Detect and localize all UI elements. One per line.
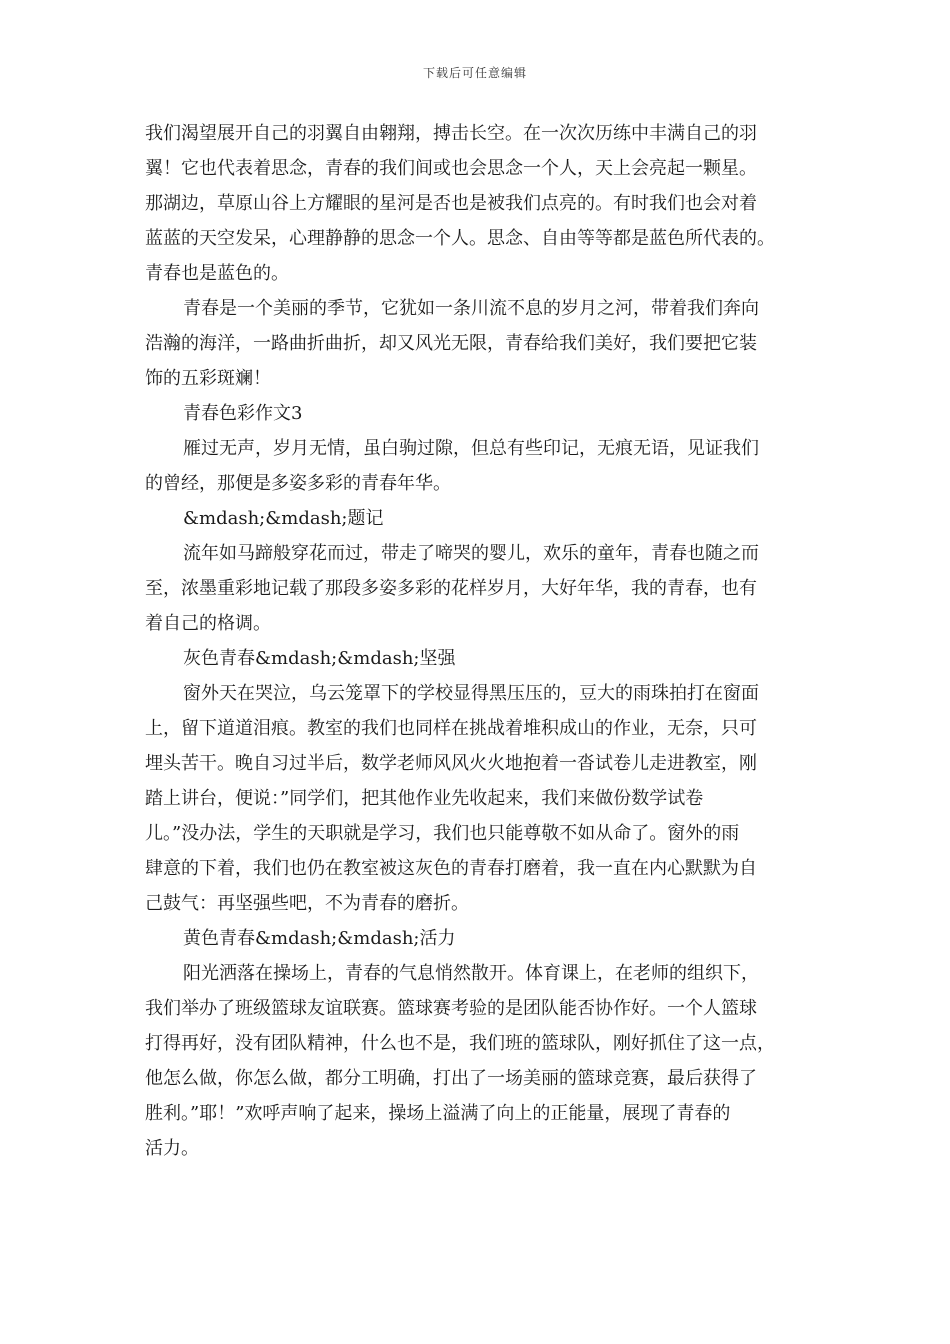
- text-line: 阳光洒落在操场上，青春的气息悄然散开。体育课上，在老师的组织下，: [183, 963, 759, 984]
- subheading-yellow-text: 黄色青春&mdash;&mdash;活力: [183, 928, 456, 949]
- paragraph-gray: [145, 676, 825, 921]
- text-line: 浩瀚的海洋，一路曲折曲折，却又风光无限，青春给我们美好，我们要把它装: [145, 333, 757, 354]
- text-line: 我们渴望展开自己的羽翼自由翱翔，搏击长空。在一次次历练中丰满自己的羽: [145, 123, 757, 144]
- text-line: 埋头苦干。晚自习过半后，数学老师风风火火地抱着一沓试卷儿走进教室，刚: [145, 753, 757, 774]
- text-line: 活力。: [145, 1138, 199, 1159]
- subheading-gray: [145, 641, 825, 676]
- paragraph-opening: [145, 536, 825, 641]
- text-line: 我们举办了班级篮球友谊联赛。篮球赛考验的是团队能否协作好。一个人篮球: [145, 998, 757, 1019]
- text-line: 儿。”没办法，学生的天职就是学习，我们也只能尊敬不如从命了。窗外的雨: [145, 823, 740, 844]
- text-line: 至，浓墨重彩地记载了那段多姿多彩的花样岁月，大好年华，我的青春，也有: [145, 578, 757, 599]
- text-line: 饰的五彩斑斓！: [145, 368, 271, 389]
- text-line: 胜利。”耶！”欢呼声响了起来，操场上溢满了向上的正能量，展现了青春的: [145, 1103, 731, 1124]
- paragraph-1: [145, 116, 825, 291]
- text-line: 流年如马蹄般穿花而过，带走了啼哭的婴儿，欢乐的童年，青春也随之而: [183, 543, 759, 564]
- text-line: 上，留下道道泪痕。教室的我们也同样在挑战着堆积成山的作业，无奈，只可: [145, 718, 757, 739]
- text-line: 雁过无声，岁月无情，虽白驹过隙，但总有些印记，无痕无语，见证我们: [183, 438, 759, 459]
- text-line: 的曾经，那便是多姿多彩的青春年华。: [145, 473, 451, 494]
- section-title: [145, 396, 825, 431]
- text-line: 青春是一个美丽的季节，它犹如一条川流不息的岁月之河，带着我们奔向: [183, 298, 759, 319]
- text-line: 窗外天在哭泣，乌云笼罩下的学校显得黑压压的，豆大的雨珠拍打在窗面: [183, 683, 759, 704]
- document-body: [145, 116, 825, 1166]
- epigraph-text: &mdash;&mdash;题记: [183, 508, 384, 529]
- subheading-yellow: [145, 921, 825, 956]
- text-line: 打得再好，没有团队精神，什么也不是，我们班的篮球队，刚好抓住了这一点，: [145, 1033, 775, 1054]
- paragraph-2: [145, 291, 825, 396]
- subheading-gray-text: 灰色青春&mdash;&mdash;坚强: [183, 648, 456, 669]
- page-header: 下载后可任意编辑: [422, 66, 527, 80]
- epigraph-attribution: [145, 501, 825, 536]
- text-line: 踏上讲台，便说：”同学们，把其他作业先收起来，我们来做份数学试卷: [145, 788, 704, 809]
- text-line: 肆意的下着，我们也仍在教室被这灰色的青春打磨着，我一直在内心默默为自: [145, 858, 757, 879]
- text-line: 着自己的格调。: [145, 613, 271, 634]
- text-line: 那湖边，草原山谷上方耀眼的星河是否也是被我们点亮的。有时我们也会对着: [145, 193, 757, 214]
- text-line: 蓝蓝的天空发呆，心理静静的思念一个人。思念、自由等等都是蓝色所代表的。: [145, 228, 775, 249]
- paragraph-intro: [145, 431, 825, 501]
- text-line: 青春也是蓝色的。: [145, 263, 289, 284]
- paragraph-yellow: [145, 956, 825, 1166]
- text-line: 翼！它也代表着思念，青春的我们间或也会思念一个人，天上会亮起一颗星。: [145, 158, 757, 179]
- text-line: 己鼓气：再坚强些吧，不为青春的磨折。: [145, 893, 469, 914]
- section-title-text: 青春色彩作文3: [183, 403, 303, 424]
- text-line: 他怎么做，你怎么做，都分工明确，打出了一场美丽的篮球竞赛，最后获得了: [145, 1068, 757, 1089]
